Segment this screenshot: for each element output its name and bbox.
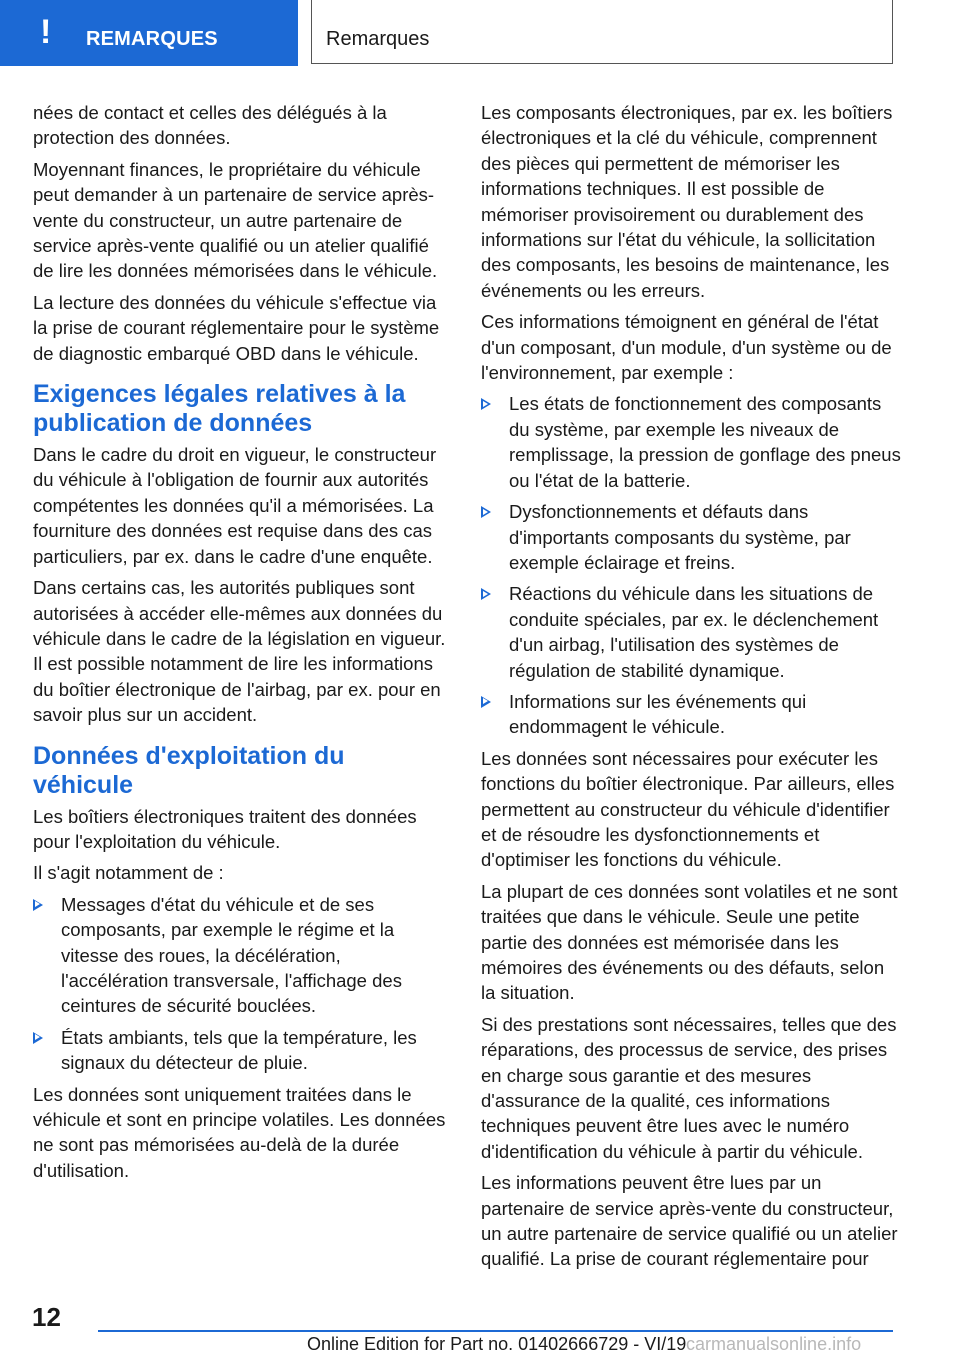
bullet-list	[481, 391, 901, 739]
section-heading-legal: Exigences légales relatives à la publication de données	[33, 380, 406, 438]
section-label: REMARQUES	[86, 28, 218, 50]
triangle-bullet-icon	[33, 899, 43, 911]
paragraph: Les données sont uniquement traitées dans le véhicule et sont en principe volatiles. Les données ne sont pas mémorisées au-delà de la durée d'utilisation.	[33, 1083, 446, 1181]
triangle-bullet-icon	[33, 1032, 43, 1044]
paragraph: Les données sont nécessaires pour exécuter les fonctions du boîtier électronique. Par ailleurs, elles permettent au constructeur du véhicule d'identifier et de résoudre les dysfonctionnements et d'optimiser les fonctions du véhicule.	[481, 747, 895, 871]
paragraph: Ces informations témoignent en général de l'état d'un composant, d'un module, d'un système ou de l'environnement, par exemple :	[481, 311, 892, 384]
bullet-list	[33, 892, 451, 1076]
list-item-text: Informations sur les événements qui endommagent le véhicule.	[509, 690, 807, 738]
paragraph: Dans le cadre du droit en vigueur, le constructeur du véhicule à l'obligation de fournir aux autorités compétentes les données qu'il a mémorisées. La fourniture des données est requise dans des cas particuliers, par ex. dans le cadre d'une enquête.	[33, 444, 437, 567]
triangle-bullet-icon	[481, 506, 491, 518]
paragraph: Les informations peuvent être lues par un partenaire de service après-vente du constructeur, un autre partenaire de service qualifié ou un atelier qualifié. La prise de courant réglementaire pour	[481, 1172, 898, 1270]
left-column	[33, 100, 451, 1189]
page-header	[0, 0, 960, 66]
edition-text: Online Edition for Part no. 01402666729 - VI/19	[307, 1334, 687, 1354]
paragraph: Les composants électroniques, par ex. les boîtiers électroniques et la clé du véhicule, comprennent des pièces qui permettent de mémoriser les informations techniques. Il est possible de mémoriser provisoirement ou durablement des informations sur l'état du véhicule, la sollicitation des composants, les besoins de maintenance, les événements ou les erreurs.	[481, 102, 893, 301]
list-item-text: Dysfonctionnements et défauts dans d'importants composants du système, par exemple éclairage et freins.	[509, 501, 851, 573]
paragraph: Dans certains cas, les autorités publiques sont autorisées à accéder elle-mêmes aux données du véhicule dans le cadre de la législation en vigueur. Il est possible notamment de lire les informations du boîtier électronique de l'airbag, par ex. pour en savoir plus sur un accident.	[33, 577, 446, 726]
footer-divider	[98, 1330, 893, 1332]
list-item-text: États ambiants, tels que la température, les signaux du détecteur de pluie.	[61, 1026, 417, 1074]
list-item	[33, 892, 451, 1019]
chapter-title: Remarques	[326, 28, 430, 50]
paragraph: Il s'agit notamment de :	[33, 862, 224, 884]
triangle-bullet-icon	[481, 398, 491, 410]
list-item	[481, 581, 901, 683]
section-tab	[0, 0, 298, 66]
triangle-bullet-icon	[481, 696, 491, 708]
page-number: 12	[32, 1302, 61, 1332]
section-heading-operating-data: Données d'exploitation du véhicule	[33, 741, 345, 799]
list-item	[33, 1025, 451, 1076]
paragraph: Les boîtiers électroniques traitent des données pour l'exploitation du véhicule.	[33, 805, 417, 852]
list-item	[481, 499, 901, 575]
list-item-text: Réactions du véhicule dans les situations de conduite spéciales, par ex. le déclenchement d'un airbag, l'utilisation des systèmes de régulation de stabilité dynamique.	[509, 583, 879, 681]
paragraph: La plupart de ces données sont volatiles et ne sont traitées que dans le véhicule. Seule une petite partie des données est mémorisée dans les mémoires des événements ou des défauts, selon la situation.	[481, 880, 898, 1004]
list-item	[481, 391, 901, 493]
chapter-title-box	[311, 0, 893, 64]
list-item-text: Les états de fonctionnement des composants du système, par exemple les niveaux de remplissage, la pression de gonflage des pneus ou l'état de la batterie.	[509, 393, 901, 491]
exclamation-icon: !	[40, 13, 52, 51]
list-item-text: Messages d'état du véhicule et de ses composants, par exemple le régime et la vitesse des roues, la décélération, l'accélération transversale, l'affichage des ceintures de sécurité bouclées.	[61, 893, 402, 1017]
list-item	[481, 689, 901, 740]
right-column	[481, 100, 901, 1278]
paragraph: Moyennant finances, le propriétaire du véhicule peut demander à un partenaire de service après-vente du constructeur, un autre partenaire de service après-vente qualifié ou un atelier qualifié de lire les données mémorisées dans le véhicule.	[33, 158, 438, 282]
paragraph: nées de contact et celles des délégués à la protection des données.	[33, 102, 387, 149]
watermark: carmanualsonline.info	[686, 1334, 862, 1354]
paragraph: La lecture des données du véhicule s'effectue via la prise de courant réglementaire pour le système de diagnostic embarqué OBD dans le véhicule.	[33, 291, 440, 364]
triangle-bullet-icon	[481, 588, 491, 600]
paragraph: Si des prestations sont nécessaires, telles que des réparations, des processus de service, des prises en charge sous garantie et des mesures d'assurance de la qualité, ces informations techniques peuvent être lues avec le numéro d'identification du véhicule à partir du véhicule.	[481, 1013, 897, 1162]
